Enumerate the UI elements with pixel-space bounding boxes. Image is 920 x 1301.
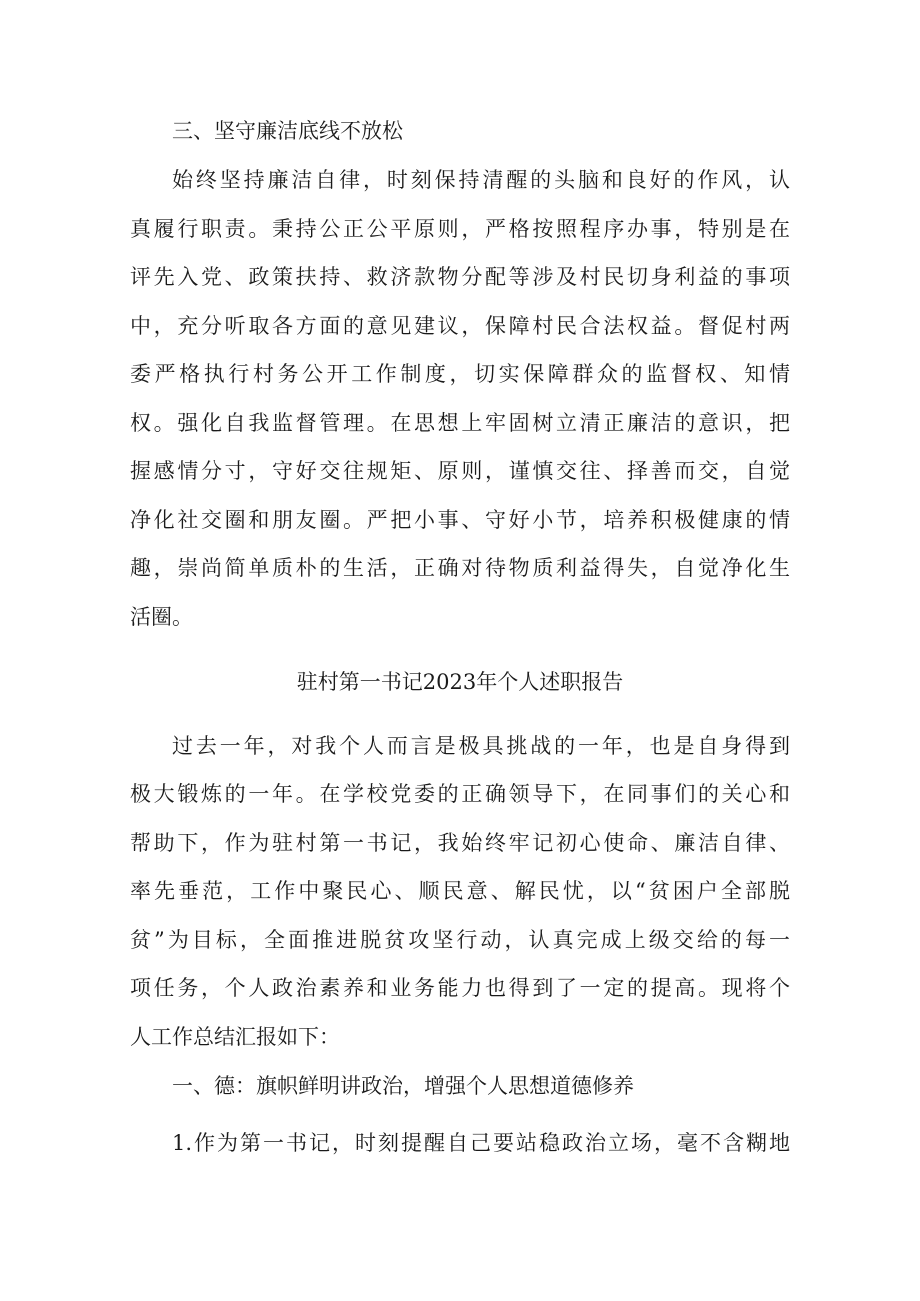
paragraph-line: 率先垂范，工作中聚民心、顺民意、解民忧，以“贫困户全部脱 — [130, 879, 790, 903]
paragraph-line: 趣，崇尚简单质朴的生活，正确对待物质利益得失，自觉净化生 — [130, 556, 790, 580]
paragraph-line: 评先入党、政策扶持、救济款物分配等涉及村民切身利益的事项 — [130, 265, 790, 289]
paragraph-line: 净化社交圈和朋友圈。严把小事、守好小节，培养积极健康的情 — [130, 508, 790, 532]
paragraph-line: 真履行职责。秉持公正公平原则，严格按照程序办事，特别是在 — [130, 217, 790, 241]
paragraph-line: 委严格执行村务公开工作制度，切实保障群众的监督权、知情 — [130, 362, 790, 386]
paragraph-line: 握感情分寸，守好交往规矩、原则，谨慎交往、择善而交，自觉 — [130, 459, 790, 483]
paragraph-line: 人工作总结汇报如下： — [130, 1025, 340, 1049]
paragraph-line: 极大锻炼的一年。在学校党委的正确领导下，在同事们的关心和 — [130, 782, 790, 806]
paragraph-line: 过去一年，对我个人而言是极具挑战的一年，也是自身得到 — [172, 734, 790, 758]
paragraph-line: 帮助下，作为驻村第一书记，我始终牢记初心使命、廉洁自律、 — [130, 831, 790, 855]
paragraph-line: 始终坚持廉洁自律，时刻保持清醒的头脑和良好的作风，认 — [172, 168, 790, 192]
section-heading-1: 一、德：旗帜鲜明讲政治，增强个人思想道德修养 — [172, 1074, 634, 1098]
paragraph-line: 权。强化自我监督管理。在思想上牢固树立清正廉洁的意识，把 — [130, 411, 790, 435]
paragraph-line: 贫”为目标，全面推进脱贫攻坚行动，认真完成上级交给的每一 — [130, 928, 790, 952]
paragraph-line: 活圈。 — [130, 605, 193, 629]
paragraph-line: 项任务，个人政治素养和业务能力也得到了一定的提高。现将个 — [130, 976, 790, 1000]
section-heading-3: 三、坚守廉洁底线不放松 — [172, 119, 403, 143]
report-title: 驻村第一书记2023年个人述职报告 — [296, 670, 624, 694]
paragraph-line: 1.作为第一书记，时刻提醒自己要站稳政治立场，毫不含糊地 — [172, 1131, 790, 1155]
paragraph-line: 中，充分听取各方面的意见建议，保障村民合法权益。督促村两 — [130, 314, 790, 338]
